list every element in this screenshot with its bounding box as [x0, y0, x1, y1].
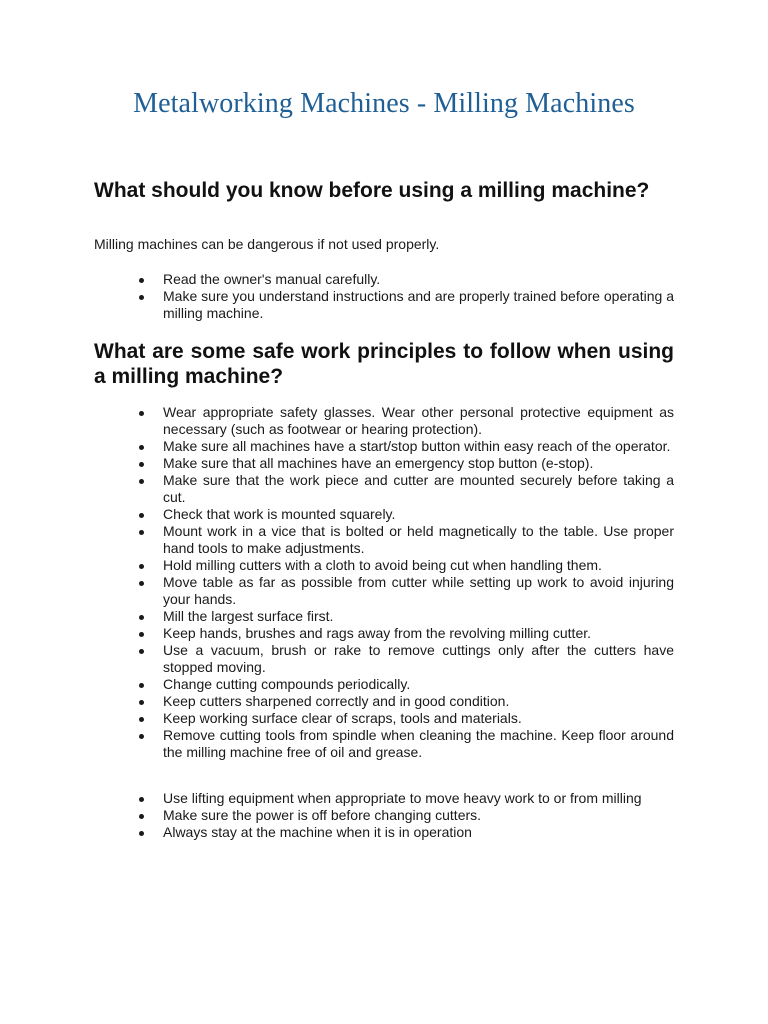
list-item — [0, 676, 674, 693]
bullet-icon — [139, 411, 144, 416]
list-item-text: Make sure that all machines have an emergency stop button (e-stop). — [163, 455, 594, 471]
list-item-text: Read the owner's manual carefully. — [163, 271, 381, 287]
safe-work-principles-list — [0, 404, 768, 761]
list-item — [0, 642, 674, 676]
bullet-icon — [139, 717, 144, 722]
list-item — [0, 506, 674, 523]
list-item — [0, 727, 674, 761]
bullet-icon — [139, 295, 144, 300]
list-item — [0, 472, 674, 506]
list-item-text: Make sure the power is off before changing cutters. — [163, 807, 482, 823]
list-item-text: Keep cutters sharpened correctly and in good condition. — [163, 693, 510, 709]
bullet-icon — [139, 831, 144, 836]
document-title: Metalworking Machines - Milling Machines — [133, 88, 635, 119]
list-item-text: Keep hands, brushes and rags away from the revolving milling cutter. — [163, 625, 592, 641]
bullet-icon — [139, 462, 144, 467]
bullet-icon — [139, 564, 144, 569]
list-item — [0, 807, 674, 824]
list-item — [0, 523, 674, 557]
list-item — [0, 455, 674, 472]
list-item-text: Change cutting compounds periodically. — [163, 676, 411, 692]
bullet-icon — [139, 649, 144, 654]
list-item-text: Remove cutting tools from spindle when cleaning the machine. Keep floor around the milling machine free of oil and grease. — [163, 727, 674, 760]
bullet-icon — [139, 530, 144, 535]
bullet-icon — [139, 814, 144, 819]
list-item — [0, 790, 674, 807]
heading-safe-work-principles: What are some safe work principles to follow when using a milling machine? — [94, 340, 674, 388]
list-item — [0, 288, 674, 322]
list-item — [0, 404, 674, 438]
bullet-icon — [139, 445, 144, 450]
list-item-text: Check that work is mounted squarely. — [163, 506, 396, 522]
list-item — [0, 574, 674, 608]
list-item-text: Make sure you understand instructions and are properly trained before operating a milling machine. — [163, 288, 674, 321]
bullet-icon — [139, 734, 144, 739]
list-item-text: Make sure all machines have a start/stop button within easy reach of the operator. — [163, 438, 671, 454]
bullet-icon — [139, 700, 144, 705]
additional-principles-list — [0, 790, 768, 841]
list-item-text: Make sure that the work piece and cutter are mounted securely before taking a cut. — [163, 472, 674, 505]
list-item — [0, 271, 674, 288]
list-item — [0, 557, 674, 574]
list-item — [0, 693, 674, 710]
intro-paragraph: Milling machines can be dangerous if not used properly. — [94, 236, 440, 252]
list-item-text: Hold milling cutters with a cloth to avoid being cut when handling them. — [163, 557, 602, 573]
list-item-text: Always stay at the machine when it is in operation — [163, 824, 472, 840]
list-item-text: Mount work in a vice that is bolted or held magnetically to the table. Use proper hand tools to make adjustments. — [163, 523, 674, 556]
bullet-icon — [139, 581, 144, 586]
list-item-text: Keep working surface clear of scraps, tools and materials. — [163, 710, 522, 726]
list-item — [0, 608, 674, 625]
list-item-text: Move table as far as possible from cutter while setting up work to avoid injuring your hands. — [163, 574, 674, 607]
heading-before-using: What should you know before using a milling machine? — [94, 179, 650, 202]
list-item — [0, 824, 674, 841]
list-item-text: Wear appropriate safety glasses. Wear other personal protective equipment as necessary (such as footwear or hearing protection). — [163, 404, 674, 437]
bullet-icon — [139, 615, 144, 620]
bullet-icon — [139, 278, 144, 283]
list-item-text: Use lifting equipment when appropriate to move heavy work to or from milling — [163, 790, 642, 806]
list-item-text: Mill the largest surface first. — [163, 608, 334, 624]
bullet-icon — [139, 797, 144, 802]
list-item — [0, 438, 674, 455]
bullet-icon — [139, 513, 144, 518]
list-item-text: Use a vacuum, brush or rake to remove cuttings only after the cutters have stopped moving. — [163, 642, 674, 675]
bullet-icon — [139, 683, 144, 688]
bullet-icon — [139, 479, 144, 484]
before-using-list — [0, 271, 768, 322]
list-item — [0, 710, 674, 727]
bullet-icon — [139, 632, 144, 637]
list-item — [0, 625, 674, 642]
